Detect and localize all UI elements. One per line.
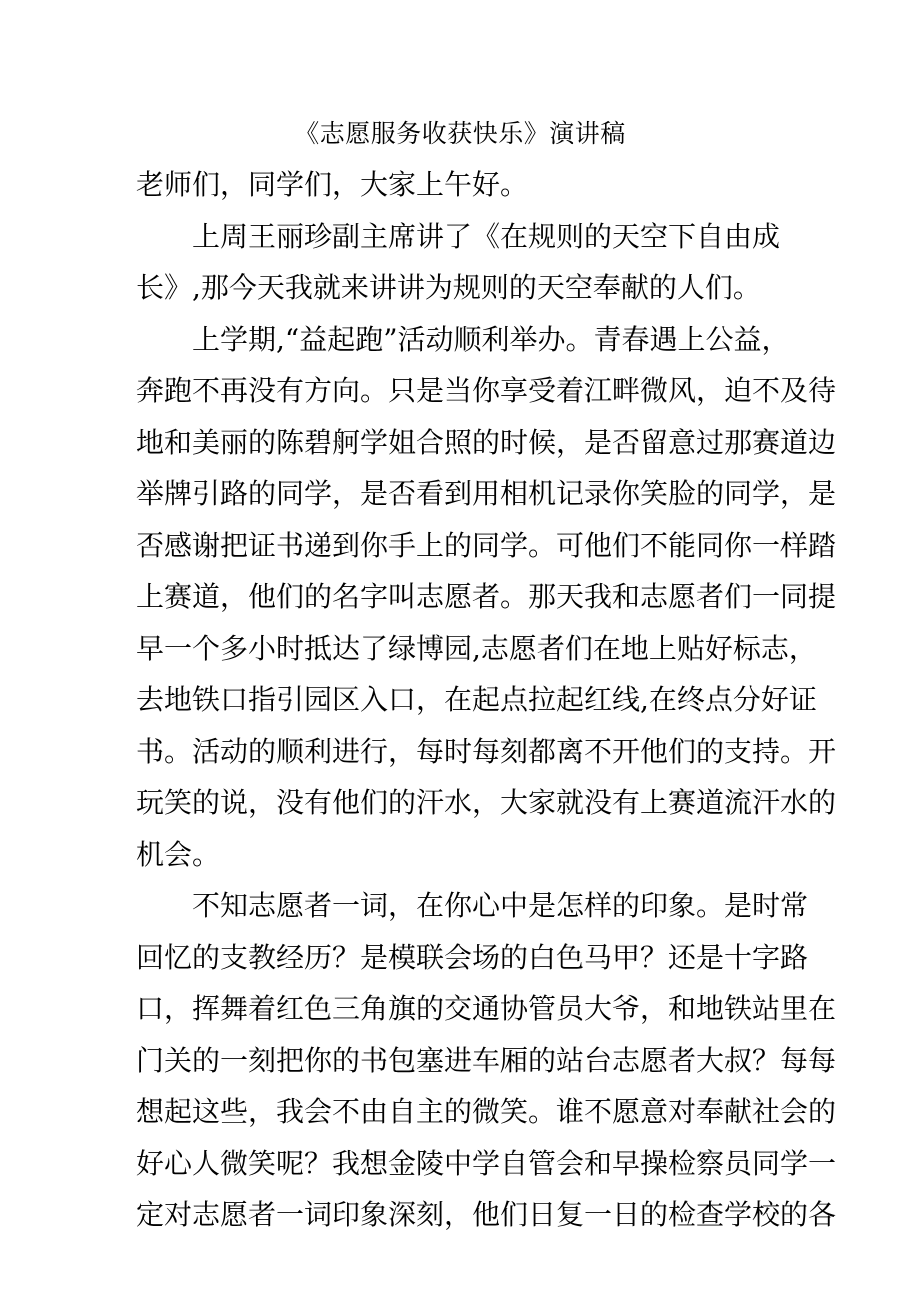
text-line: 玩笑的说，没有他们的汗水，大家就没有上赛道流汗水的 (136, 786, 837, 819)
text-line: 上赛道，他们的名字叫志愿者。那天我和志愿者们一同提 (136, 580, 837, 613)
text-line: 地和美丽的陈碧舸学姐合照的时候，是否留意过那赛道边 (136, 425, 837, 459)
text-line: 好心人微笑呢？我想金陵中学自管会和早操检察员同学一 (136, 1146, 837, 1180)
text-line: 老师们，同学们，大家上午好。 (136, 168, 529, 201)
text-line: 举牌引路的同学，是否看到用相机记录你笑脸的同学，是 (136, 477, 837, 510)
text-line: 想起这些，我会不由自主的微笑。谁不愿意对奉献社会的 (136, 1095, 837, 1128)
text-line: 上周王丽珍副主席讲了《在规则的天空下自由成 (192, 219, 781, 253)
text-line: 长》,那今天我就来讲讲为规则的天空奉献的人们。 (136, 271, 761, 304)
text-line: 书。活动的顺利进行，每时每刻都离不开他们的支持。开 (136, 734, 837, 768)
text-line: 不知志愿者一词，在你心中是怎样的印象。是时常 (192, 889, 809, 922)
text-line: 早一个多小时抵达了绿博园,志愿者们在地上贴好标志， (136, 631, 817, 665)
document-title: 《志愿服务收获快乐》演讲稿 (294, 119, 626, 148)
text-line: 否感谢把证书递到你手上的同学。可他们不能同你一样踏 (136, 528, 837, 562)
document-body (136, 159, 837, 1241)
text-line: 奔跑不再没有方向。只是当你享受着江畔微风，迫不及待 (136, 374, 837, 407)
text-line: 上学期,“益起跑”活动顺利举办。青春遇上公益， (192, 322, 790, 356)
text-line: 口，挥舞着红色三角旗的交通协管员大爷，和地铁站里在 (136, 992, 837, 1025)
text-line: 机会。 (136, 837, 221, 871)
text-line: 去地铁口指引园区入口，在起点拉起红线,在终点分好证 (136, 683, 817, 716)
text-line: 定对志愿者一词印象深刻，他们日复一日的检查学校的各 (136, 1198, 837, 1231)
text-line: 回忆的支教经历？是模联会场的白色马甲？还是十字路 (136, 940, 809, 974)
text-line: 门关的一刻把你的书包塞进车厢的站台志愿者大叔？每每 (136, 1043, 837, 1077)
